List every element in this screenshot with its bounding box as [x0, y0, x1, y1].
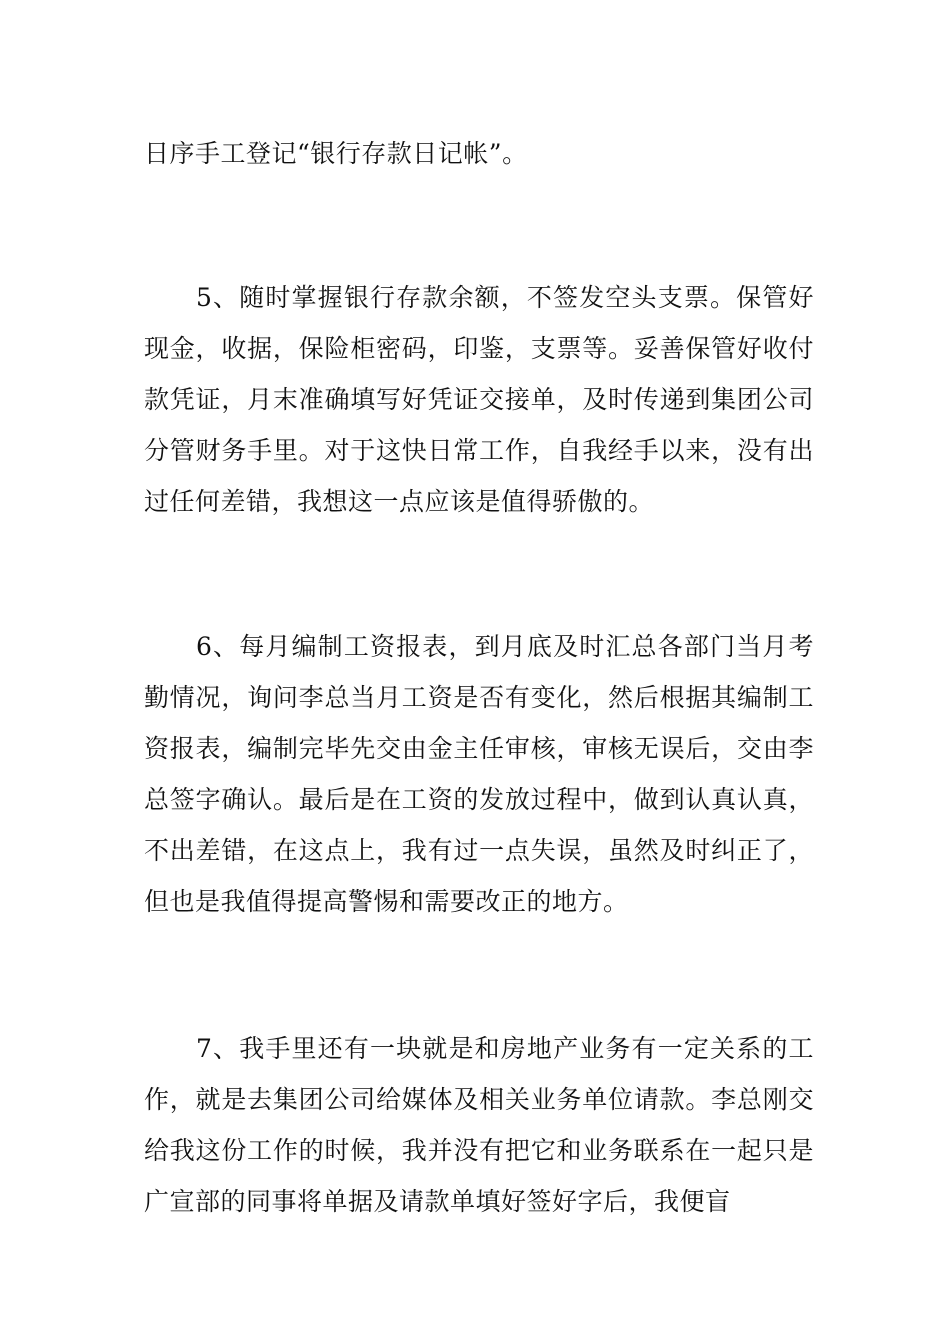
paragraph-continuation: 日序手工登记“银行存款日记帐”。	[144, 139, 528, 168]
paragraph-item-7: 7、我手里还有一块就是和房地产业务有一定关系的工作，就是去集团公司给媒体及相关业务单位请款。李总刚交给我这份工作的时候，我并没有把它和业务联系在一起只是广宣部的同事将单据及请款单填好签好字后，我便盲	[144, 1034, 814, 1216]
paragraph-item-6: 6、每月编制工资报表，到月底及时汇总各部门当月考勤情况，询问李总当月工资是否有变化，然后根据其编制工资报表，编制完毕先交由金主任审核，审核无误后，交由李总签字确认。最后是在工资的发放过程中，做到认真认真，不出差错，在这点上，我有过一点失误，虽然及时纠正了，但也是我值得提高警惕和需要改正的地方。	[144, 632, 814, 916]
paragraph-item-5: 5、随时掌握银行存款余额，不签发空头支票。保管好现金，收据，保险柜密码，印鉴，支票等。妥善保管好收付款凭证，月末准确填写好凭证交接单，及时传递到集团公司分管财务手里。对于这快日常工作，自我经手以来，没有出过任何差错，我想这一点应该是值得骄傲的。	[144, 283, 814, 516]
